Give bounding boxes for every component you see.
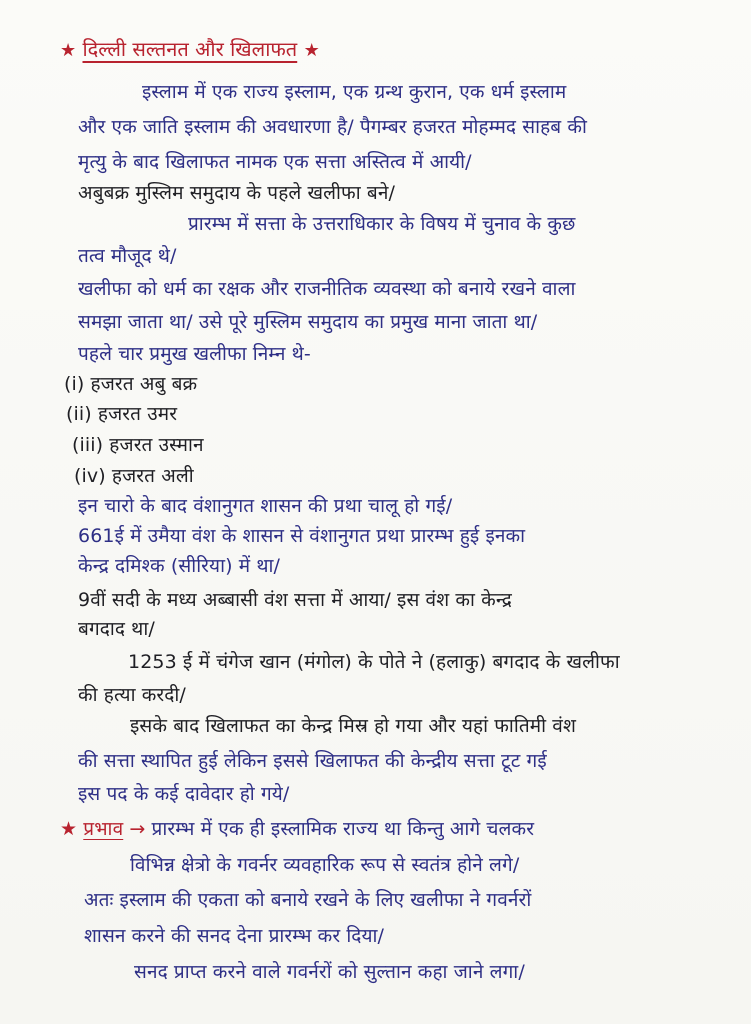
- text-line: 9वीं सदी के मध्य अब्बासी वंश सत्ता में आया/ इस वंश का केन्द्र: [78, 589, 512, 611]
- text-line: खलीफा को धर्म का रक्षक और राजनीतिक व्यवस्था को बनाये रखने वाला: [78, 278, 576, 300]
- text-line: विभिन्न क्षेत्रो के गवर्नर व्यवहारिक रूप से स्वतंत्र होने लगे/: [130, 854, 520, 876]
- list-item: (i) हजरत अबु बक्र: [64, 373, 198, 395]
- prabhav-section: [60, 817, 534, 841]
- text-line: पहले चार प्रमुख खलीफा निम्न थे-: [78, 343, 311, 365]
- text-line: की सत्ता स्थापित हुई लेकिन इससे खिलाफत की केन्द्रीय सत्ता टूट गई: [78, 750, 547, 772]
- text-line: प्रारम्भ में सत्ता के उत्तराधिकार के विषय में चुनाव के कुछ: [188, 213, 576, 235]
- star-icon: ★: [60, 40, 77, 61]
- arrow-right-icon: →: [129, 818, 146, 840]
- list-item: (iv) हजरत अली: [74, 465, 194, 487]
- title-text: दिल्ली सल्तनत और खिलाफत: [82, 37, 298, 61]
- text-line: इस पद के कई दावेदार हो गये/: [78, 783, 290, 805]
- text-line: केन्द्र दमिश्क (सीरिया) में था/: [78, 555, 281, 577]
- text-line: समझा जाता था/ उसे पूरे मुस्लिम समुदाय का प्रमुख माना जाता था/: [78, 311, 538, 333]
- text-line: बगदाद था/: [78, 618, 155, 640]
- prabhav-label: प्रभाव: [83, 818, 124, 840]
- text-line: सनद प्राप्त करने वाले गवर्नरों को सुल्तान कहा जाने लगा/: [134, 961, 525, 983]
- list-item: (ii) हजरत उमर: [66, 403, 178, 425]
- text-line: 1253 ई में चंगेज खान (मंगोल) के पोते ने (हलाकु) बगदाद के खलीफा: [128, 651, 620, 673]
- text-line: शासन करने की सनद देना प्रारम्भ कर दिया/: [84, 925, 385, 947]
- text-line: प्रारम्भ में एक ही इस्लामिक राज्य था किन्तु आगे चलकर: [151, 818, 535, 840]
- text-line: की हत्या करदी/: [78, 684, 186, 706]
- text-line: तत्व मौजूद थे/: [78, 245, 177, 267]
- star-icon: ★: [303, 40, 320, 61]
- star-icon: ★: [60, 818, 78, 840]
- text-line: अतः इस्लाम की एकता को बनाये रखने के लिए खलीफा ने गवर्नरों: [84, 889, 532, 911]
- text-line: 661ई में उमैया वंश के शासन से वंशानुगत प्रथा प्रारम्भ हुई इनका: [78, 525, 526, 547]
- text-line: इस्लाम में एक राज्य इस्लाम, एक ग्रन्थ कुरान, एक धर्म इस्लाम: [142, 81, 567, 103]
- text-line: इसके बाद खिलाफत का केन्द्र मिस्र हो गया और यहां फातिमी वंश: [130, 715, 576, 737]
- list-item: (iii) हजरत उस्मान: [72, 434, 204, 456]
- page-title: [60, 36, 320, 64]
- text-line: मृत्यु के बाद खिलाफत नामक एक सत्ता अस्तित्व में आयी/: [78, 151, 472, 173]
- text-line: अबुबक्र मुस्लिम समुदाय के पहले खलीफा बने/: [78, 182, 395, 204]
- text-line: इन चारो के बाद वंशानुगत शासन की प्रथा चालू हो गई/: [78, 495, 453, 517]
- text-line: और एक जाति इस्लाम की अवधारणा है/ पैगम्बर हजरत मोहम्मद साहब की: [78, 116, 588, 138]
